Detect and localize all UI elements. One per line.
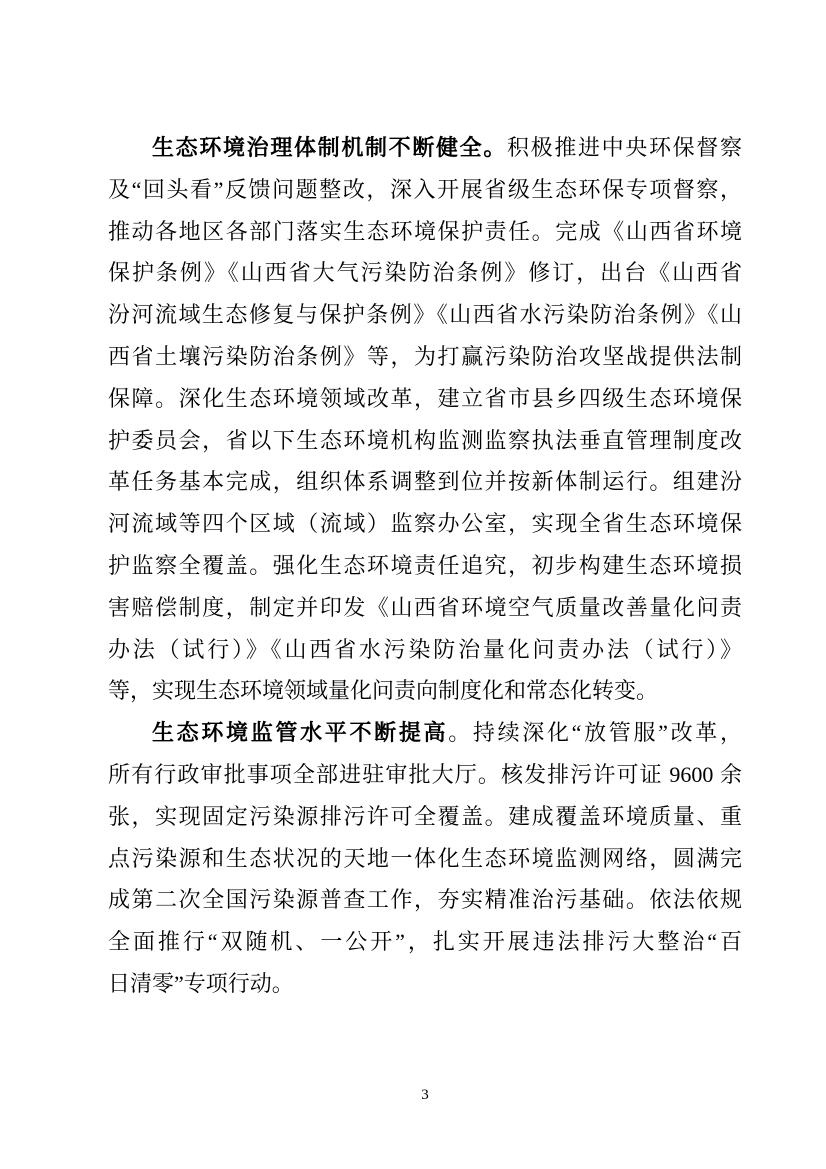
text-line: 办法（试行）》《山西省水污染防治量化问责办法（试行）》 (108, 636, 742, 662)
text-line: 等，实现生态环境领域量化问责向制度化和常态化转变。 (108, 678, 659, 704)
text-line: 全面推行“双随机、一公开”，扎实开展违法排污大整治“百 (108, 929, 742, 955)
document-body (108, 127, 742, 1005)
paragraph-lead-bold: 生态环境治理体制机制不断健全。 (152, 135, 507, 160)
text-line: 护委员会，省以下生态环境机构监测监察执法垂直管理制度改 (108, 427, 742, 453)
text-line: 生态环境监管水平不断提高。持续深化“放管服”改革， (152, 720, 742, 746)
text-line: 及“回头看”反馈问题整改，深入开展省级生态环保专项督察， (108, 176, 742, 202)
text-line: 保障。深化生态环境领域改革，建立省市县乡四级生态环境保 (108, 385, 742, 411)
paragraph (108, 712, 742, 1005)
text-line: 西省土壤污染防治条例》等，为打赢污染防治攻坚战提供法制 (108, 343, 742, 369)
text-line: 点污染源和生态状况的天地一体化生态环境监测网络，圆满完 (108, 845, 742, 871)
text-line: 所有行政审批事项全部进驻审批大厅。核发排污许可证 9600 余 (108, 761, 742, 787)
page-number: 3 (421, 1087, 429, 1103)
text-line: 生态环境治理体制机制不断健全。积极推进中央环保督察 (152, 135, 742, 160)
text-line: 保护条例》《山西省大气污染防治条例》修订，出台《山西省 (108, 260, 742, 286)
text-line: 革任务基本完成，组织体系调整到位并按新体制运行。组建汾 (108, 469, 742, 495)
text-line: 汾河流域生态修复与保护条例》《山西省水污染防治条例》《山 (108, 302, 742, 328)
text-line: 张，实现固定污染源排污许可全覆盖。建成覆盖环境质量、重 (108, 803, 742, 829)
paragraph (108, 127, 742, 712)
text-line: 成第二次全国污染源普查工作，夯实精准治污基础。依法依规 (108, 887, 742, 913)
text-line: 推动各地区各部门落实生态环境保护责任。完成《山西省环境 (108, 218, 742, 244)
text-line: 日清零”专项行动。 (108, 970, 294, 996)
text-line: 护监察全覆盖。强化生态环境责任追究，初步构建生态环境损 (108, 552, 742, 578)
text-line: 河流域等四个区域（流域）监察办公室，实现全省生态环境保 (108, 511, 742, 537)
text-line: 害赔偿制度，制定并印发《山西省环境空气质量改善量化问责 (108, 594, 742, 620)
paragraph-lead-bold: 生态环境监管水平不断提高 (152, 720, 449, 746)
